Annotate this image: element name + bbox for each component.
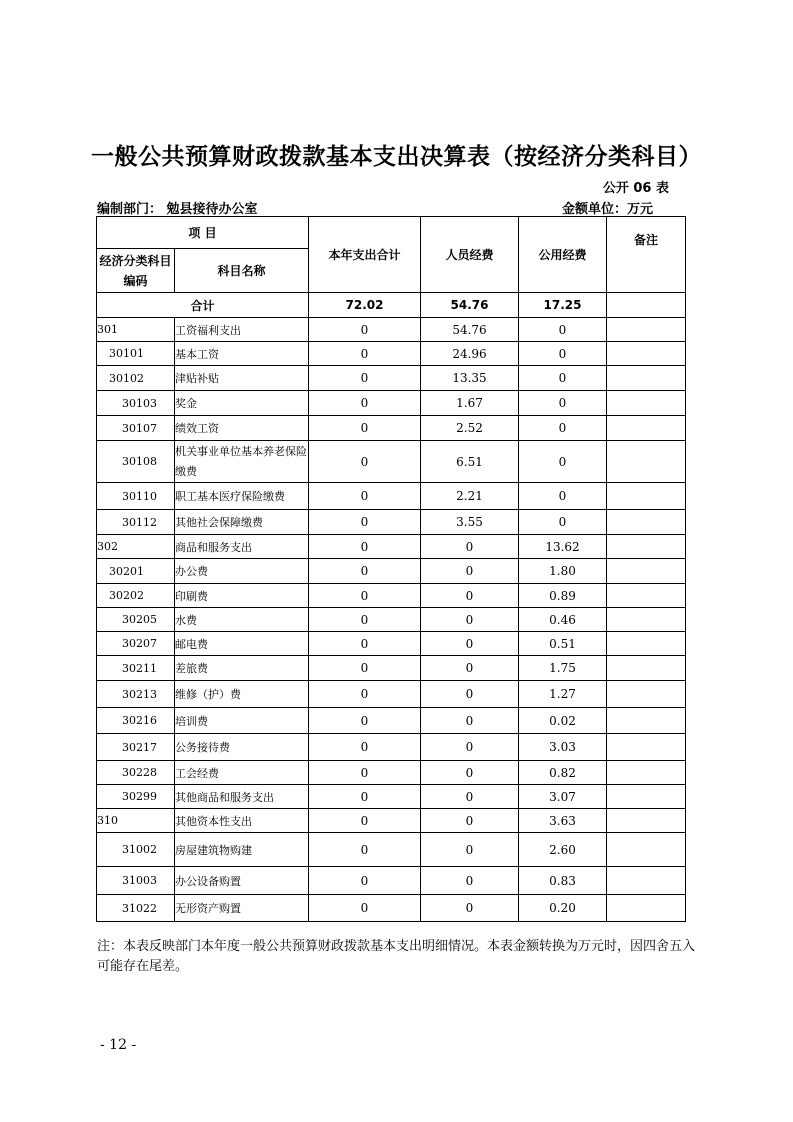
row-code: 30216 [97,708,175,734]
row-personnel: 24.96 [421,342,519,366]
row-personnel: 0 [421,895,519,922]
row-total: 0 [309,681,421,708]
row-remark [607,895,686,922]
row-code: 30112 [97,510,175,535]
row-total: 0 [309,708,421,734]
row-remark [607,608,686,632]
row-remark [607,510,686,535]
row-name: 办公设备购置 [175,867,309,895]
row-public: 0.83 [519,867,607,895]
row-name: 邮电费 [175,632,309,656]
row-personnel: 0 [421,761,519,785]
table-row [97,391,686,416]
row-personnel: 13.35 [421,366,519,391]
header-total: 本年支出合计 [309,217,421,293]
row-personnel: 0 [421,809,519,833]
row-personnel: 0 [421,833,519,867]
row-name: 机关事业单位基本养老保险缴费 [175,441,309,483]
row-public: 1.80 [519,559,607,584]
row-name: 其他资本性支出 [175,809,309,833]
row-public: 2.60 [519,833,607,867]
table-row [97,535,686,559]
row-code: 302 [97,535,175,559]
row-personnel: 2.21 [421,483,519,510]
row-name: 维修（护）费 [175,681,309,708]
row-code: 310 [97,809,175,833]
row-personnel: 0 [421,785,519,809]
row-total: 0 [309,656,421,681]
row-name: 其他商品和服务支出 [175,785,309,809]
row-public: 13.62 [519,535,607,559]
row-code: 30213 [97,681,175,708]
row-public: 0 [519,483,607,510]
row-code: 30211 [97,656,175,681]
row-name: 津贴补贴 [175,366,309,391]
row-personnel: 6.51 [421,441,519,483]
row-personnel: 0 [421,535,519,559]
row-public: 0 [519,441,607,483]
row-public: 3.03 [519,734,607,761]
row-total: 0 [309,483,421,510]
row-remark [607,416,686,441]
table-row [97,510,686,535]
row-code: 30217 [97,734,175,761]
row-remark [607,441,686,483]
row-total: 0 [309,535,421,559]
row-remark [607,867,686,895]
row-name: 基本工资 [175,342,309,366]
header-code: 经济分类科目编码 [97,249,175,293]
total-label: 合计 [97,293,309,318]
total-row [97,293,686,318]
row-public: 1.75 [519,656,607,681]
table-row [97,608,686,632]
row-public: 0.46 [519,608,607,632]
row-total: 0 [309,559,421,584]
row-total: 0 [309,391,421,416]
table-row [97,318,686,342]
row-public: 3.63 [519,809,607,833]
table-row [97,761,686,785]
row-code: 30228 [97,761,175,785]
row-personnel: 2.52 [421,416,519,441]
row-name: 绩效工资 [175,416,309,441]
expenditure-table [96,216,686,922]
table-row [97,416,686,441]
row-total: 0 [309,761,421,785]
row-remark [607,833,686,867]
row-total: 0 [309,632,421,656]
row-remark [607,342,686,366]
row-public: 0 [519,318,607,342]
table-row [97,833,686,867]
total-total: 72.02 [309,293,421,318]
table-row [97,734,686,761]
header-item: 项 目 [97,217,309,249]
row-remark [607,483,686,510]
row-remark [607,366,686,391]
row-personnel: 0 [421,656,519,681]
row-total: 0 [309,785,421,809]
table-row [97,708,686,734]
row-code: 31003 [97,867,175,895]
unit-label: 金额单位：万元 [561,202,653,217]
row-total: 0 [309,366,421,391]
row-remark [607,761,686,785]
table-row [97,632,686,656]
table-row [97,584,686,608]
row-public: 0 [519,391,607,416]
header-name: 科目名称 [175,249,309,293]
row-code: 30101 [97,342,175,366]
table-row [97,867,686,895]
row-public: 0.82 [519,761,607,785]
row-code: 30107 [97,416,175,441]
table-row [97,895,686,922]
row-personnel: 54.76 [421,318,519,342]
row-total: 0 [309,441,421,483]
row-name: 无形资产购置 [175,895,309,922]
row-name: 商品和服务支出 [175,535,309,559]
table-row [97,441,686,483]
row-name: 职工基本医疗保险缴费 [175,483,309,510]
row-public: 0.89 [519,584,607,608]
header-personnel: 人员经费 [421,217,519,293]
table-row [97,366,686,391]
row-remark [607,708,686,734]
footnote: 注：本表反映部门本年度一般公共预算财政拨款基本支出明细情况。本表金额转换为万元时，因四舍五入可能存在尾差。 [97,939,696,974]
row-name: 奖金 [175,391,309,416]
row-name: 水费 [175,608,309,632]
row-remark [607,391,686,416]
row-name: 其他社会保障缴费 [175,510,309,535]
row-remark [607,632,686,656]
row-remark [607,559,686,584]
row-code: 30207 [97,632,175,656]
row-name: 公务接待费 [175,734,309,761]
total-personnel: 54.76 [421,293,519,318]
row-personnel: 0 [421,632,519,656]
page-number: - 12 - [100,1037,137,1053]
row-total: 0 [309,416,421,441]
row-total: 0 [309,734,421,761]
row-name: 印刷费 [175,584,309,608]
table-row [97,681,686,708]
row-code: 31002 [97,833,175,867]
row-personnel: 3.55 [421,510,519,535]
row-code: 31022 [97,895,175,922]
row-total: 0 [309,342,421,366]
row-code: 30110 [97,483,175,510]
total-remark [607,293,686,318]
row-name: 工会经费 [175,761,309,785]
header-remark: 备注 [607,217,686,293]
row-code: 30108 [97,441,175,483]
row-personnel: 0 [421,584,519,608]
total-public: 17.25 [519,293,607,318]
table-row [97,785,686,809]
row-remark [607,584,686,608]
row-remark [607,734,686,761]
row-public: 0 [519,342,607,366]
row-personnel: 1.67 [421,391,519,416]
table-row [97,656,686,681]
row-code: 301 [97,318,175,342]
row-public: 0.02 [519,708,607,734]
table-code: 公开 06 表 [602,181,669,196]
row-name: 办公费 [175,559,309,584]
row-personnel: 0 [421,681,519,708]
header-public: 公用经费 [519,217,607,293]
row-code: 30103 [97,391,175,416]
row-personnel: 0 [421,708,519,734]
row-total: 0 [309,510,421,535]
row-public: 0 [519,366,607,391]
row-personnel: 0 [421,734,519,761]
row-remark [607,318,686,342]
row-public: 0 [519,510,607,535]
row-public: 3.07 [519,785,607,809]
row-personnel: 0 [421,559,519,584]
table-row [97,483,686,510]
row-total: 0 [309,584,421,608]
row-code: 30299 [97,785,175,809]
row-code: 30201 [97,559,175,584]
row-personnel: 0 [421,867,519,895]
row-total: 0 [309,833,421,867]
row-public: 1.27 [519,681,607,708]
row-remark [607,681,686,708]
row-total: 0 [309,895,421,922]
row-public: 0 [519,416,607,441]
row-name: 工资福利支出 [175,318,309,342]
row-remark [607,785,686,809]
row-code: 30102 [97,366,175,391]
row-total: 0 [309,318,421,342]
row-code: 30205 [97,608,175,632]
row-name: 培训费 [175,708,309,734]
row-total: 0 [309,809,421,833]
row-total: 0 [309,867,421,895]
row-name: 房屋建筑物购建 [175,833,309,867]
row-remark [607,656,686,681]
row-public: 0.20 [519,895,607,922]
table-row [97,559,686,584]
row-public: 0.51 [519,632,607,656]
row-remark [607,535,686,559]
row-personnel: 0 [421,608,519,632]
row-name: 差旅费 [175,656,309,681]
table-row [97,342,686,366]
table-row [97,809,686,833]
page-title: 一般公共预算财政拨款基本支出决算表（按经济分类科目） [91,144,702,170]
row-code: 30202 [97,584,175,608]
department-label: 编制部门： 勉县接待办公室 [97,202,258,217]
row-remark [607,809,686,833]
row-total: 0 [309,608,421,632]
